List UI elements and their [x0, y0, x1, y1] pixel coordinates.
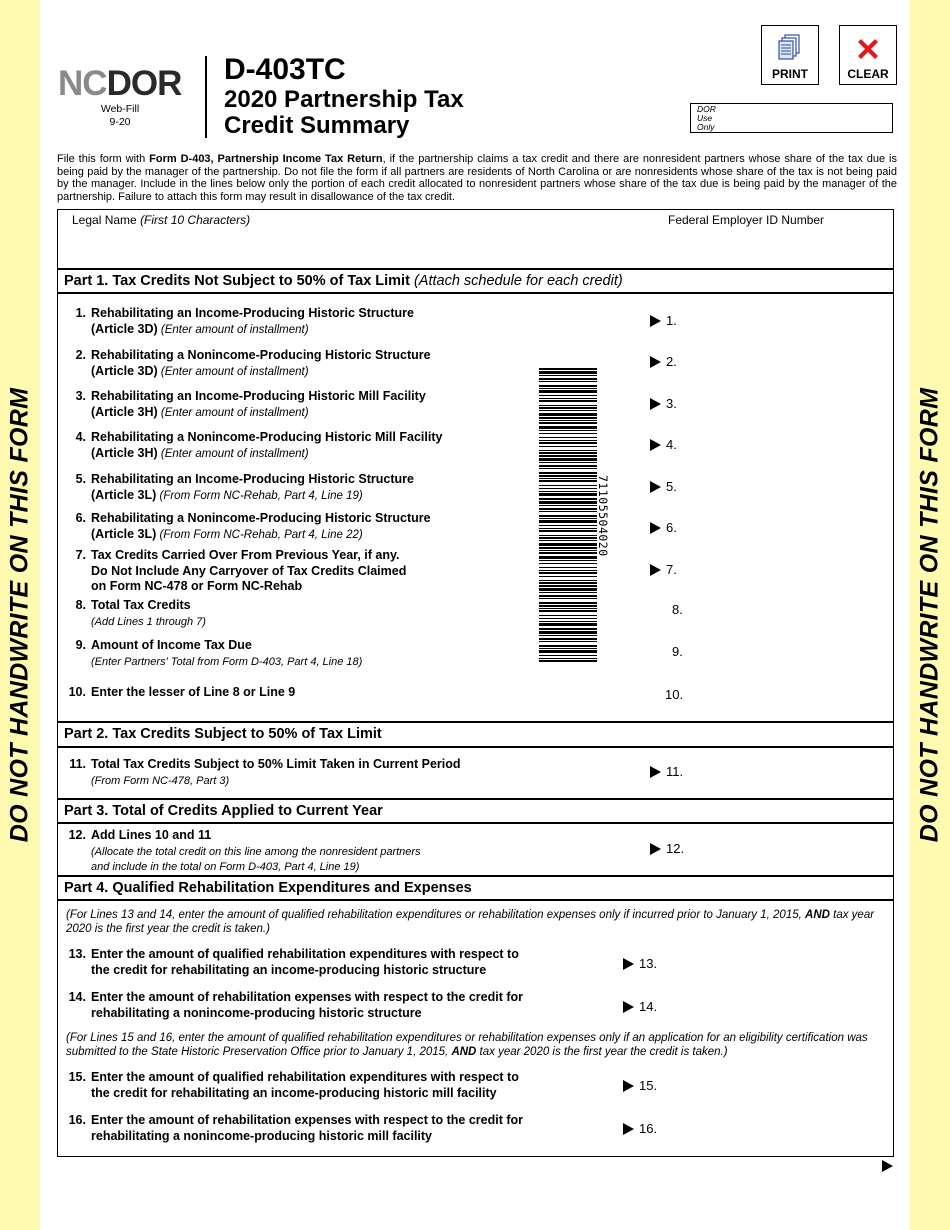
- barcode-bar: [539, 615, 597, 616]
- barcode-bar: [539, 621, 597, 622]
- barcode-bar: [539, 572, 597, 574]
- barcode-bar: [539, 556, 597, 559]
- line-12-amount-input[interactable]: [712, 838, 876, 862]
- barcode-bar: [539, 508, 597, 510]
- barcode-bar: [539, 478, 597, 479]
- barcode-bar: [539, 518, 597, 519]
- barcode-bar: [539, 641, 597, 642]
- print-label: PRINT: [772, 67, 808, 81]
- barcode-bar: [539, 628, 597, 630]
- part3-heading: Part 3. Total of Credits Applied to Current Year: [64, 803, 383, 819]
- rule: [57, 875, 894, 877]
- barcode-bar: [539, 498, 597, 500]
- part4-note-15-16: (For Lines 15 and 16, enter the amount of qualified rehabilitation expenditures or rehabilitation expenses only if an application for an eligibility certification was submitted to the State Historic Preservation Office prior to January 1, 2015, AND tax year 2020 is the first year the credit is taken.): [66, 1032, 868, 1058]
- line-11-tag: 11.: [650, 764, 683, 779]
- line-5-tag: 5.: [650, 479, 677, 494]
- arrow-icon: [650, 564, 661, 576]
- line-15-tag: 15.: [623, 1078, 657, 1093]
- fein-label: Federal Employer ID Number: [668, 213, 825, 227]
- barcode-bar: [539, 446, 597, 447]
- rule: [57, 292, 894, 294]
- barcode-bar: [539, 433, 597, 434]
- barcode-bar: [539, 440, 597, 441]
- print-icon: [777, 33, 803, 63]
- barcode-bar: [539, 525, 597, 526]
- barcode-bar: [539, 455, 597, 457]
- barcode-bar: [539, 595, 597, 597]
- legal-name-input[interactable]: [70, 232, 594, 264]
- barcode-bar: [539, 493, 597, 496]
- barcode-bar: [539, 505, 597, 506]
- line-1-amount-input[interactable]: [712, 310, 876, 334]
- arrow-icon: [650, 843, 661, 855]
- line-9-tag: 9.: [672, 644, 683, 659]
- barcode-bar: [539, 442, 597, 444]
- arrow-icon: [650, 398, 661, 410]
- web-fill-version: Web-Fill 9-20: [100, 103, 140, 128]
- fein-input[interactable]: [666, 232, 890, 264]
- barcode-bar: [539, 378, 597, 380]
- barcode-bar: [539, 648, 597, 649]
- barcode-bar: [539, 658, 597, 659]
- line-12-tag: 12.: [650, 841, 684, 856]
- barcode-bar: [539, 407, 597, 409]
- barcode-bar: [539, 563, 597, 564]
- barcode-bar: [539, 452, 597, 454]
- arrow-icon: [623, 1123, 634, 1135]
- barcode-bar: [539, 570, 597, 571]
- barcode-bar: [539, 468, 597, 469]
- barcode-bar: [539, 598, 597, 599]
- barcode-bar: [539, 650, 597, 653]
- line-10-tag: 10.: [665, 687, 684, 702]
- part4-note-13-14: (For Lines 13 and 14, enter the amount of qualified rehabilitation expenditures or rehabilitation expenses only if incurred prior to January 1, 2015, AND tax year 2020 is the first year the credit is taken.): [66, 909, 875, 935]
- line-16-tag: 16.: [623, 1121, 657, 1136]
- barcode-bar: [539, 528, 597, 529]
- barcode-bar: [539, 623, 597, 626]
- barcode-bar: [539, 413, 597, 416]
- part1-heading: Part 1. Tax Credits Not Subject to 50% of Tax Limit (Attach schedule for each credit): [64, 273, 623, 289]
- part4-heading: Part 4. Qualified Rehabilitation Expenditures and Expenses: [64, 880, 472, 896]
- barcode-bar: [539, 602, 597, 604]
- barcode-bar: [539, 588, 597, 591]
- barcode-number: 71105504020: [596, 475, 610, 557]
- barcode-bar: [539, 530, 597, 532]
- form-id: D-403TC: [224, 53, 346, 86]
- form-title: 2020 Partnership Tax Credit Summary: [224, 86, 464, 139]
- barcode-bar: [539, 381, 597, 382]
- barcode-bar: [539, 475, 597, 477]
- barcode-bar: [539, 515, 597, 517]
- barcode-bar: [539, 437, 597, 438]
- ncdor-logo: NCDOR: [58, 64, 182, 103]
- rule: [57, 721, 894, 723]
- line-1-tag: 1.: [650, 313, 677, 328]
- barcode-bar: [539, 567, 597, 568]
- clear-button[interactable]: [839, 25, 897, 85]
- barcode-bar: [539, 398, 597, 399]
- next-page-arrow-icon[interactable]: [882, 1160, 893, 1172]
- barcode-bar: [539, 485, 597, 486]
- line-4-tag: 4.: [650, 437, 677, 452]
- line-6-amount-input[interactable]: [712, 517, 876, 541]
- barcode-bar: [539, 631, 597, 634]
- line-3-amount-input[interactable]: [712, 393, 876, 417]
- barcode-bar: [539, 422, 597, 424]
- line-13-tag: 13.: [623, 956, 657, 971]
- barcode-bar: [539, 420, 597, 421]
- line-9-amount-input[interactable]: [712, 641, 876, 665]
- line-14-amount-input[interactable]: [692, 996, 856, 1020]
- barcode-bar: [539, 488, 597, 489]
- arrow-icon: [650, 356, 661, 368]
- left-side-banner: [0, 0, 40, 1230]
- part2-heading: Part 2. Tax Credits Subject to 50% of Tax Limit: [64, 726, 382, 742]
- rule: [57, 268, 894, 270]
- barcode-bar: [539, 371, 597, 374]
- barcode-bar: [539, 450, 597, 451]
- barcode-bar: [539, 430, 597, 431]
- barcode-bar: [539, 395, 597, 396]
- arrow-icon: [623, 958, 634, 970]
- barcode-bar: [539, 410, 597, 411]
- line-15-amount-input[interactable]: [692, 1075, 856, 1099]
- barcode-bar: [539, 655, 597, 656]
- barcode-bar: [539, 368, 597, 370]
- barcode-bar: [539, 501, 597, 504]
- right-side-banner: [910, 0, 950, 1230]
- intro-paragraph: File this form with Form D-403, Partnership Income Tax Return, if the partnership claims a tax credit and there are nonresident partners whose share of the tax due is being paid by the manager of the partnership. Do not file the form if all partners are residents of North Carolina or are nonresidents whose share of the tax is not being paid by the manager. Include in the lines below only the portion of each credit allocated to nonresident partners whose share of the tax due is being paid by the manager of the partnership. Failure to attach this form may result in disallowance of the tax credit.: [57, 153, 897, 203]
- rule: [57, 798, 894, 800]
- barcode: [539, 368, 597, 665]
- arrow-icon: [623, 1080, 634, 1092]
- line-10-amount-input[interactable]: [712, 684, 876, 708]
- barcode-bar: [539, 585, 597, 587]
- barcode-bar: [539, 426, 597, 429]
- line-13-amount-input[interactable]: [692, 953, 856, 977]
- line-6-tag: 6.: [650, 520, 677, 535]
- barcode-bar: [539, 543, 597, 546]
- line-2-tag: 2.: [650, 354, 677, 369]
- barcode-bar: [539, 385, 597, 387]
- line-16-amount-input[interactable]: [692, 1118, 856, 1142]
- line-8-amount-input[interactable]: [712, 599, 876, 623]
- line-7-tag: 7.: [650, 562, 677, 577]
- barcode-bar: [539, 550, 597, 551]
- barcode-bar: [539, 491, 597, 492]
- line-8-tag: 8.: [672, 602, 683, 617]
- barcode-bar: [539, 537, 597, 539]
- side-banner-text: DO NOT HANDWRITE ON THIS FORM: [5, 387, 34, 843]
- barcode-bar: [539, 388, 597, 389]
- clear-label: CLEAR: [847, 67, 889, 81]
- print-button[interactable]: [761, 25, 819, 85]
- line-5-amount-input[interactable]: [712, 476, 876, 500]
- barcode-bar: [539, 608, 597, 609]
- rule: [57, 822, 894, 824]
- barcode-bar: [539, 610, 597, 612]
- arrow-icon: [650, 481, 661, 493]
- rule: [57, 746, 894, 748]
- barcode-bar: [539, 472, 597, 474]
- barcode-bar: [539, 645, 597, 647]
- barcode-bar: [539, 405, 597, 406]
- barcode-bar: [539, 390, 597, 393]
- barcode-bar: [539, 375, 597, 376]
- barcode-bar: [539, 547, 597, 549]
- barcode-bar: [539, 638, 597, 640]
- barcode-bar: [539, 465, 597, 467]
- barcode-bar: [539, 560, 597, 561]
- arrow-icon: [650, 522, 661, 534]
- barcode-bar: [539, 618, 597, 619]
- header-divider: [205, 56, 207, 138]
- barcode-bar: [539, 660, 597, 662]
- barcode-bar: [539, 462, 597, 463]
- line-2-amount-input[interactable]: [712, 351, 876, 375]
- barcode-bar: [539, 582, 597, 584]
- arrow-icon: [650, 766, 661, 778]
- legal-name-label: Legal Name (First 10 Characters): [72, 213, 251, 227]
- red-x-icon: [854, 35, 882, 63]
- arrow-icon: [650, 439, 661, 451]
- barcode-bar: [539, 535, 597, 536]
- line-14-tag: 14.: [623, 999, 657, 1014]
- barcode-bar: [539, 540, 597, 541]
- barcode-bar: [539, 576, 597, 577]
- barcode-bar: [539, 552, 597, 554]
- barcode-bar: [539, 580, 597, 581]
- dor-use-only-box: DOR Use Only: [690, 103, 893, 133]
- barcode-bar: [539, 480, 597, 482]
- barcode-bar: [539, 520, 597, 523]
- line-11-amount-input[interactable]: [712, 761, 876, 785]
- barcode-bar: [539, 458, 597, 461]
- barcode-bar: [539, 605, 597, 607]
- barcode-bar: [539, 511, 597, 512]
- arrow-icon: [650, 315, 661, 327]
- arrow-icon: [623, 1001, 634, 1013]
- line-3-tag: 3.: [650, 396, 677, 411]
- barcode-bar: [539, 400, 597, 402]
- barcode-bar: [539, 592, 597, 593]
- line-7-amount-input[interactable]: [712, 559, 876, 583]
- rule: [57, 899, 894, 901]
- barcode-bar: [539, 417, 597, 419]
- side-banner-text: DO NOT HANDWRITE ON THIS FORM: [915, 387, 944, 843]
- barcode-bar: [539, 635, 597, 636]
- line-4-amount-input[interactable]: [712, 434, 876, 458]
